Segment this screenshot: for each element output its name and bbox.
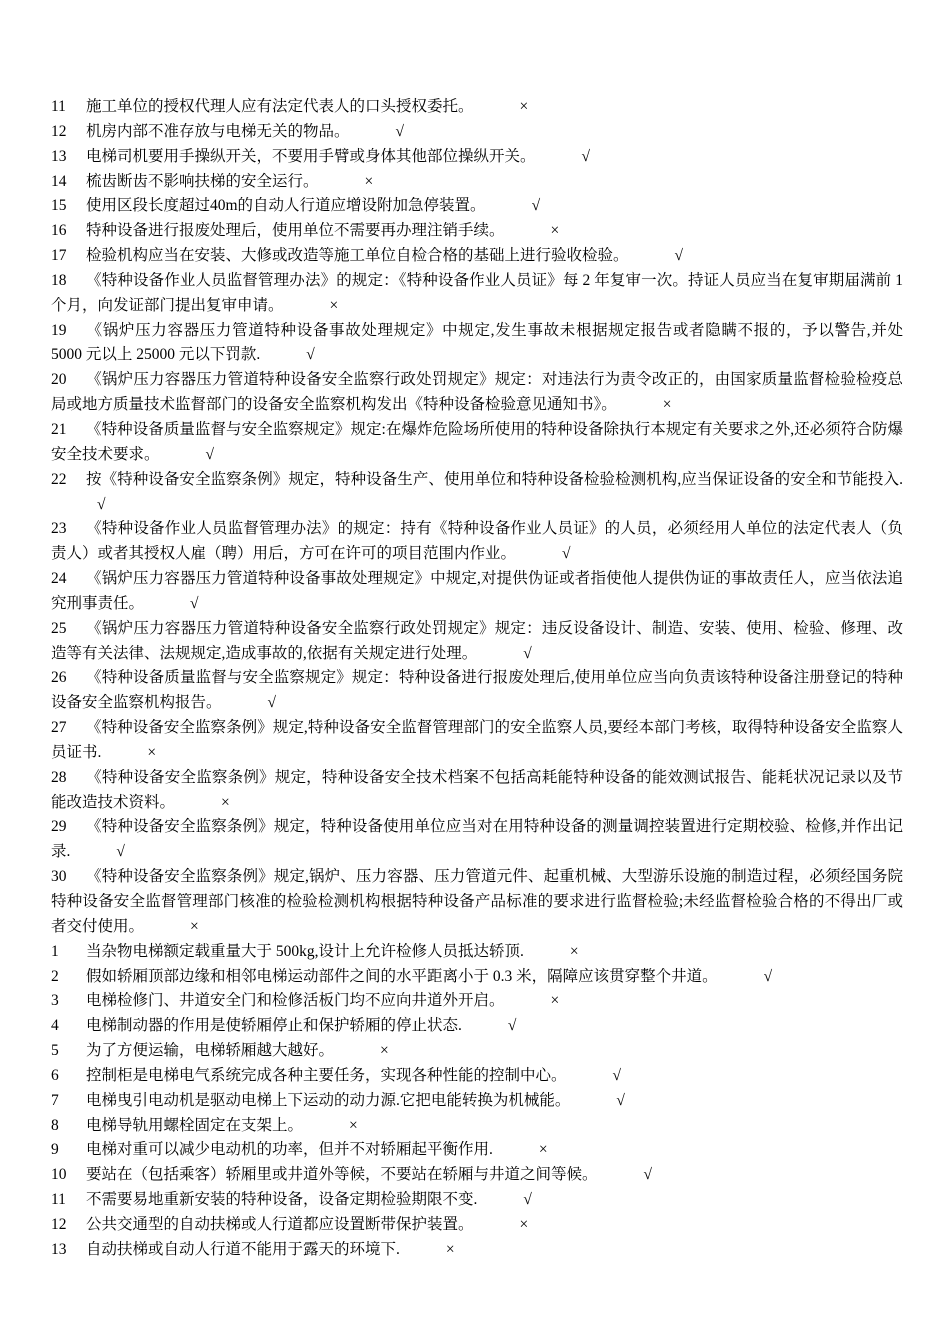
- answer-mark: ×: [662, 396, 672, 414]
- question-number: 16: [51, 222, 67, 240]
- question-item: [51, 989, 903, 1014]
- question-number: 11: [51, 1191, 66, 1209]
- question-text: 使用区段长度超过40m的自动人行道应增设附加急停装置。: [86, 197, 486, 215]
- answer-mark: ×: [519, 98, 529, 115]
- question-item: [51, 95, 903, 120]
- question-item: [51, 965, 903, 990]
- question-item: [51, 1014, 903, 1039]
- question-number: 13: [51, 1240, 67, 1258]
- question-text: 假如轿厢顶部边缘和相邻电梯运动部件之间的水平距离小于 0.3 米，隔障应该贯穿整个井道。: [86, 967, 718, 985]
- question-number: 18: [51, 271, 67, 289]
- question-item: [51, 319, 903, 369]
- answer-mark: ×: [329, 296, 339, 314]
- answer-mark: ×: [445, 1240, 455, 1258]
- question-number: 2: [51, 967, 59, 985]
- question-number: 12: [51, 1215, 67, 1233]
- question-number: 12: [51, 122, 67, 140]
- question-item: [51, 269, 903, 319]
- answer-mark: ×: [190, 917, 199, 935]
- question-item: [51, 1064, 903, 1089]
- question-text: 当杂物电梯额定载重量大于 500kg,设计上允许检修人员抵达轿顶.: [86, 942, 524, 960]
- question-text: 《锅炉压力容器压力管道特种设备安全监察行政处罚规定》规定：违反设备设计、制造、安装、使用、检验、修理、改造等有关法律、法规规定,造成事故的,依据有关规定进行处理。: [51, 619, 903, 662]
- answer-mark: √: [674, 247, 684, 265]
- question-number: 7: [51, 1091, 59, 1109]
- answer-mark: √: [616, 1091, 625, 1109]
- answer-mark: √: [523, 644, 532, 662]
- question-item: [51, 120, 903, 145]
- answer-mark: √: [190, 594, 199, 612]
- question-text: 《特种设备质量监督与安全监察规定》规定：特种设备进行报废处理后,使用单位应当向负责该特种设备注册登记的特种设备安全监察机构报告。: [51, 669, 903, 712]
- question-number: 27: [51, 719, 67, 737]
- question-item: [51, 418, 903, 468]
- question-text: 控制柜是电梯电气系统完成各种主要任务，实现各种性能的控制中心。: [86, 1066, 567, 1084]
- question-text: 梳齿断齿不影响扶梯的安全运行。: [86, 172, 319, 190]
- answer-mark: ×: [550, 992, 560, 1010]
- question-item: [51, 940, 903, 965]
- answer-mark: √: [612, 1066, 622, 1084]
- question-text: 《锅炉压力容器压力管道特种设备事故处理规定》中规定,发生事故未根据规定报告或者隐瞒不报的，予以警告,并处 5000 元以上 25000 元以下罚款.: [51, 321, 903, 364]
- question-number: 10: [51, 1166, 67, 1184]
- question-item: [51, 815, 903, 865]
- question-item: [51, 194, 903, 219]
- answer-mark: √: [562, 545, 571, 563]
- question-item: [51, 865, 903, 940]
- question-text: 检验机构应当在安装、大修或改造等施工单位自检合格的基础上进行验收检验。: [86, 247, 629, 265]
- question-text: 电梯制动器的作用是使轿厢停止和保护轿厢的停止状态.: [86, 1017, 462, 1035]
- question-text: 《锅炉压力容器压力管道特种设备事故处理规定》中规定,对提供伪证或者指使他人提供伪证的事故责任人，应当依法追究刑事责任。: [51, 570, 903, 612]
- question-number: 25: [51, 619, 67, 637]
- question-number: 23: [51, 520, 67, 538]
- question-number: 26: [51, 669, 67, 687]
- question-text: 《特种设备安全监察条例》规定，特种设备使用单位应当对在用特种设备的测量调控装置进行定期校验、检修,并作出记录.: [51, 818, 903, 861]
- question-number: 28: [51, 768, 67, 786]
- question-number: 20: [51, 371, 67, 389]
- question-text: 《特种设备作业人员监督管理办法》的规定：《特种设备作业人员证》每 2 年复审一次。持证人员应当在复审期届满前 1 个月，向发证部门提出复审申请。: [51, 271, 903, 314]
- question-text: 机房内部不准存放与电梯无关的物品。: [86, 122, 350, 140]
- question-number: 13: [51, 147, 67, 165]
- question-text: 电梯曳引电动机是驱动电梯上下运动的动力源.它把电能转换为机械能。: [86, 1091, 571, 1109]
- question-item: [51, 666, 903, 716]
- question-number: 9: [51, 1141, 59, 1159]
- question-number: 22: [51, 470, 67, 488]
- question-number: 4: [51, 1017, 59, 1035]
- question-item: [51, 1114, 903, 1139]
- answer-mark: ×: [569, 942, 579, 960]
- question-text: 《特种设备安全监察条例》规定,锅炉、压力容器、压力管道元件、起重机械、大型游乐设施的制造过程，必须经国务院特种设备安全监督管理部门核准的检验检测机构根据特种设备产品标准的要求进行监督检验;未经监督检验合格的不得出厂或者交付使用。: [51, 868, 903, 935]
- question-text: 公共交通型的自动扶梯或人行道都应设置断带保护装置。: [86, 1215, 474, 1233]
- question-number: 17: [51, 247, 67, 265]
- answer-mark: √: [116, 843, 125, 861]
- answer-mark: ×: [380, 1042, 389, 1060]
- question-text: 要站在（包括乘客）轿厢里或井道外等候，不要站在轿厢与井道之间等候。: [86, 1166, 598, 1184]
- question-item: [51, 1089, 903, 1114]
- question-number: 11: [51, 98, 66, 115]
- question-number: 30: [51, 868, 67, 886]
- question-item: [51, 219, 903, 244]
- question-number: 3: [51, 992, 59, 1010]
- question-item: [51, 1039, 903, 1064]
- question-text: 施工单位的授权代理人应有法定代表人的口头授权委托。: [86, 98, 474, 115]
- question-text: 按《特种设备安全监察条例》规定，特种设备生产、使用单位和特种设备检验检测机构,应当保证设备的安全和节能投入.: [86, 470, 903, 488]
- answer-mark: √: [531, 197, 541, 215]
- question-number: 24: [51, 570, 67, 588]
- question-text: 特种设备进行报废处理后，使用单位不需要再办理注销手续。: [86, 222, 505, 240]
- question-number: 5: [51, 1042, 59, 1060]
- answer-mark: √: [763, 967, 773, 985]
- answer-mark: ×: [550, 222, 560, 240]
- question-text: 电梯司机要用手操纵开关，不要用手臂或身体其他部位操纵开关。: [86, 147, 536, 165]
- question-item: [51, 716, 903, 766]
- answer-mark: √: [523, 1191, 532, 1209]
- question-number: 8: [51, 1116, 59, 1134]
- answer-mark: √: [643, 1166, 653, 1184]
- question-item: [51, 567, 903, 617]
- question-number: 14: [51, 172, 67, 190]
- question-number: 19: [51, 321, 67, 339]
- answer-mark: ×: [349, 1116, 358, 1134]
- answer-mark: ×: [538, 1141, 548, 1159]
- answer-mark: ×: [519, 1215, 529, 1233]
- answer-mark: √: [395, 122, 405, 140]
- question-number: 15: [51, 197, 67, 215]
- question-text: 《特种设备安全监察条例》规定，特种设备安全技术档案不包括高耗能特种设备的能效测试报告、能耗状况记录以及节能改造技术资料。: [51, 768, 903, 811]
- question-item: [51, 1163, 903, 1188]
- question-item: [51, 617, 903, 667]
- question-item: [51, 1213, 903, 1238]
- question-text: 《特种设备安全监察条例》规定,特种设备安全监督管理部门的安全监察人员,要经本部门考核，取得特种设备安全监察人员证书.: [51, 719, 903, 761]
- question-text: 电梯对重可以减少电动机的功率，但并不对轿厢起平衡作用.: [86, 1141, 493, 1159]
- answer-mark: ×: [364, 172, 374, 190]
- question-text: 《特种设备作业人员监督管理办法》的规定：持有《特种设备作业人员证》的人员，必须经用人单位的法定代表人（负责人）或者其授权人雇（聘）用后，方可在许可的项目范围内作业。: [51, 520, 903, 563]
- question-item: [51, 468, 903, 518]
- question-text: 《锅炉压力容器压力管道特种设备安全监察行政处罚规定》规定：对违法行为责令改正的，由国家质量监督检验检疫总局或地方质量技术监督部门的设备安全监察机构发出《特种设备检验意见通知书》。: [51, 371, 903, 414]
- document-page: [51, 95, 903, 1263]
- question-item: [51, 517, 903, 567]
- answer-mark: ×: [221, 793, 230, 811]
- answer-mark: √: [306, 346, 315, 364]
- question-item: [51, 1138, 903, 1163]
- question-text: 为了方便运输，电梯轿厢越大越好。: [86, 1042, 335, 1060]
- question-text: 不需要易地重新安装的特种设备，设备定期检验期限不变.: [86, 1191, 478, 1209]
- question-item: [51, 145, 903, 170]
- question-number: 1: [51, 942, 59, 960]
- answer-mark: ×: [147, 743, 157, 761]
- answer-mark: √: [581, 147, 591, 165]
- question-text: 电梯导轨用螺栓固定在支架上。: [86, 1116, 304, 1134]
- answer-mark: √: [507, 1017, 517, 1035]
- question-text: 电梯检修门、井道安全门和检修活板门均不应向井道外开启。: [86, 992, 505, 1010]
- question-number: 29: [51, 818, 67, 836]
- question-item: [51, 1188, 903, 1213]
- question-number: 6: [51, 1066, 59, 1084]
- question-number: 21: [51, 420, 67, 438]
- question-item: [51, 766, 903, 816]
- answer-mark: √: [267, 694, 277, 712]
- question-text: 《特种设备质量监督与安全监察规定》规定:在爆炸危险场所使用的特种设备除执行本规定有关要求之外,还必须符合防爆安全技术要求。: [51, 420, 903, 463]
- question-item: [51, 244, 903, 269]
- question-text: 自动扶梯或自动人行道不能用于露天的环境下.: [86, 1240, 400, 1258]
- answer-mark: √: [97, 495, 106, 513]
- question-item: [51, 368, 903, 418]
- question-item: [51, 1238, 903, 1263]
- answer-mark: √: [205, 445, 215, 463]
- question-item: [51, 170, 903, 195]
